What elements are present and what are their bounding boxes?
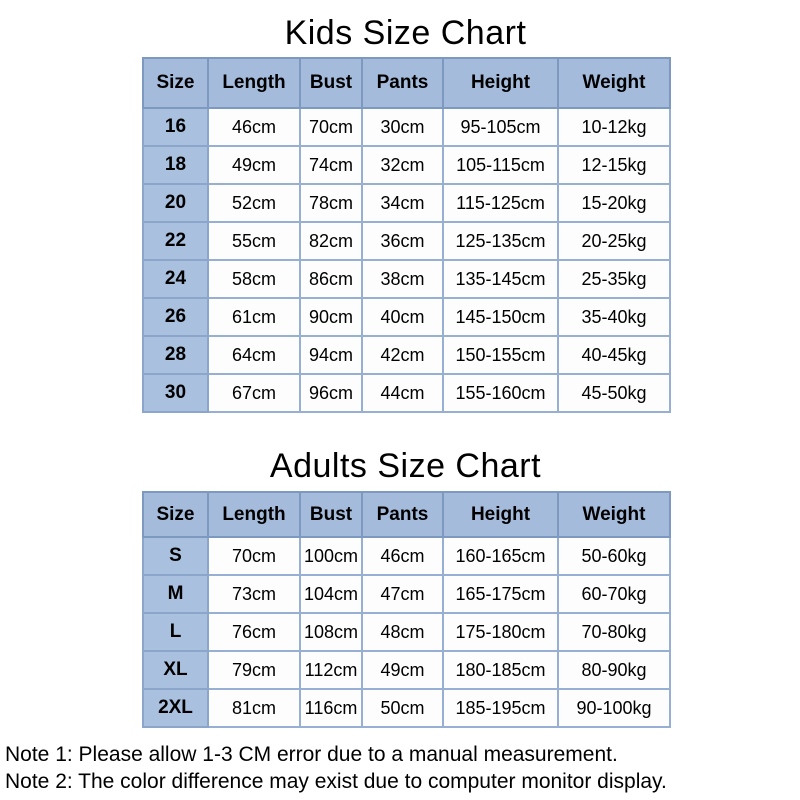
table-cell: 160-165cm (443, 537, 558, 575)
table-cell: 104cm (300, 575, 362, 613)
table-cell: 50-60kg (558, 537, 670, 575)
column-header-height: Height (443, 58, 558, 108)
table-cell: 61cm (208, 298, 300, 336)
table-cell: 135-145cm (443, 260, 558, 298)
size-cell: 18 (143, 146, 208, 184)
table-cell: 82cm (300, 222, 362, 260)
table-cell: 20-25kg (558, 222, 670, 260)
column-header-size: Size (143, 58, 208, 108)
table-row (143, 689, 670, 727)
table-cell: 80-90kg (558, 651, 670, 689)
kids-header-row (143, 58, 670, 108)
table-cell: 46cm (208, 108, 300, 146)
table-cell: 49cm (208, 146, 300, 184)
column-header-weight: Weight (558, 492, 670, 537)
table-cell: 50cm (362, 689, 443, 727)
table-cell: 116cm (300, 689, 362, 727)
table-cell: 35-40kg (558, 298, 670, 336)
table-cell: 96cm (300, 374, 362, 412)
size-cell: S (143, 537, 208, 575)
table-cell: 58cm (208, 260, 300, 298)
kids-size-table (142, 57, 671, 413)
table-cell: 79cm (208, 651, 300, 689)
table-cell: 70cm (208, 537, 300, 575)
table-cell: 15-20kg (558, 184, 670, 222)
adults-size-chart-section (142, 446, 669, 728)
table-cell: 52cm (208, 184, 300, 222)
table-row (143, 613, 670, 651)
size-cell: 30 (143, 374, 208, 412)
table-cell: 76cm (208, 613, 300, 651)
table-cell: 73cm (208, 575, 300, 613)
table-row (143, 260, 670, 298)
table-cell: 10-12kg (558, 108, 670, 146)
table-cell: 70cm (300, 108, 362, 146)
table-cell: 42cm (362, 336, 443, 374)
kids-size-chart-section (142, 13, 669, 413)
table-cell: 49cm (362, 651, 443, 689)
table-cell: 115-125cm (443, 184, 558, 222)
size-cell: 24 (143, 260, 208, 298)
size-cell: 28 (143, 336, 208, 374)
table-cell: 100cm (300, 537, 362, 575)
table-row (143, 374, 670, 412)
column-header-size: Size (143, 492, 208, 537)
table-cell: 185-195cm (443, 689, 558, 727)
table-cell: 32cm (362, 146, 443, 184)
table-row (143, 298, 670, 336)
table-cell: 155-160cm (443, 374, 558, 412)
adults-size-table (142, 491, 671, 728)
column-header-pants: Pants (362, 58, 443, 108)
table-cell: 90cm (300, 298, 362, 336)
table-cell: 150-155cm (443, 336, 558, 374)
table-row (143, 651, 670, 689)
size-cell: L (143, 613, 208, 651)
table-cell: 95-105cm (443, 108, 558, 146)
size-cell: 22 (143, 222, 208, 260)
table-cell: 30cm (362, 108, 443, 146)
table-cell: 105-115cm (443, 146, 558, 184)
size-cell: 2XL (143, 689, 208, 727)
table-cell: 165-175cm (443, 575, 558, 613)
notes-section (5, 741, 800, 795)
table-row (143, 184, 670, 222)
size-cell: 16 (143, 108, 208, 146)
table-cell: 90-100kg (558, 689, 670, 727)
table-row (143, 108, 670, 146)
table-cell: 74cm (300, 146, 362, 184)
table-cell: 60-70kg (558, 575, 670, 613)
table-cell: 125-135cm (443, 222, 558, 260)
table-cell: 86cm (300, 260, 362, 298)
table-cell: 112cm (300, 651, 362, 689)
adults-header-row (143, 492, 670, 537)
table-cell: 55cm (208, 222, 300, 260)
table-cell: 40-45kg (558, 336, 670, 374)
size-cell: 20 (143, 184, 208, 222)
size-cell: 26 (143, 298, 208, 336)
table-cell: 81cm (208, 689, 300, 727)
size-cell: XL (143, 651, 208, 689)
table-row (143, 336, 670, 374)
column-header-length: Length (208, 58, 300, 108)
note-1: Note 1: Please allow 1-3 CM error due to a manual measurement. (5, 743, 618, 766)
table-row (143, 222, 670, 260)
table-cell: 47cm (362, 575, 443, 613)
table-row (143, 575, 670, 613)
kids-chart-title: Kids Size Chart (284, 14, 527, 52)
table-cell: 175-180cm (443, 613, 558, 651)
table-cell: 48cm (362, 613, 443, 651)
table-cell: 67cm (208, 374, 300, 412)
column-header-height: Height (443, 492, 558, 537)
table-cell: 108cm (300, 613, 362, 651)
table-cell: 64cm (208, 336, 300, 374)
table-cell: 145-150cm (443, 298, 558, 336)
table-cell: 38cm (362, 260, 443, 298)
table-row (143, 537, 670, 575)
column-header-length: Length (208, 492, 300, 537)
table-cell: 12-15kg (558, 146, 670, 184)
table-cell: 44cm (362, 374, 443, 412)
adults-chart-title: Adults Size Chart (269, 447, 542, 485)
column-header-bust: Bust (300, 492, 362, 537)
size-cell: M (143, 575, 208, 613)
table-cell: 180-185cm (443, 651, 558, 689)
table-row (143, 146, 670, 184)
table-cell: 25-35kg (558, 260, 670, 298)
table-cell: 94cm (300, 336, 362, 374)
column-header-pants: Pants (362, 492, 443, 537)
table-cell: 70-80kg (558, 613, 670, 651)
table-cell: 34cm (362, 184, 443, 222)
table-cell: 36cm (362, 222, 443, 260)
table-cell: 46cm (362, 537, 443, 575)
table-cell: 45-50kg (558, 374, 670, 412)
note-2: Note 2: The color difference may exist due to computer monitor display. (5, 770, 667, 793)
table-cell: 78cm (300, 184, 362, 222)
column-header-bust: Bust (300, 58, 362, 108)
table-cell: 40cm (362, 298, 443, 336)
column-header-weight: Weight (558, 58, 670, 108)
